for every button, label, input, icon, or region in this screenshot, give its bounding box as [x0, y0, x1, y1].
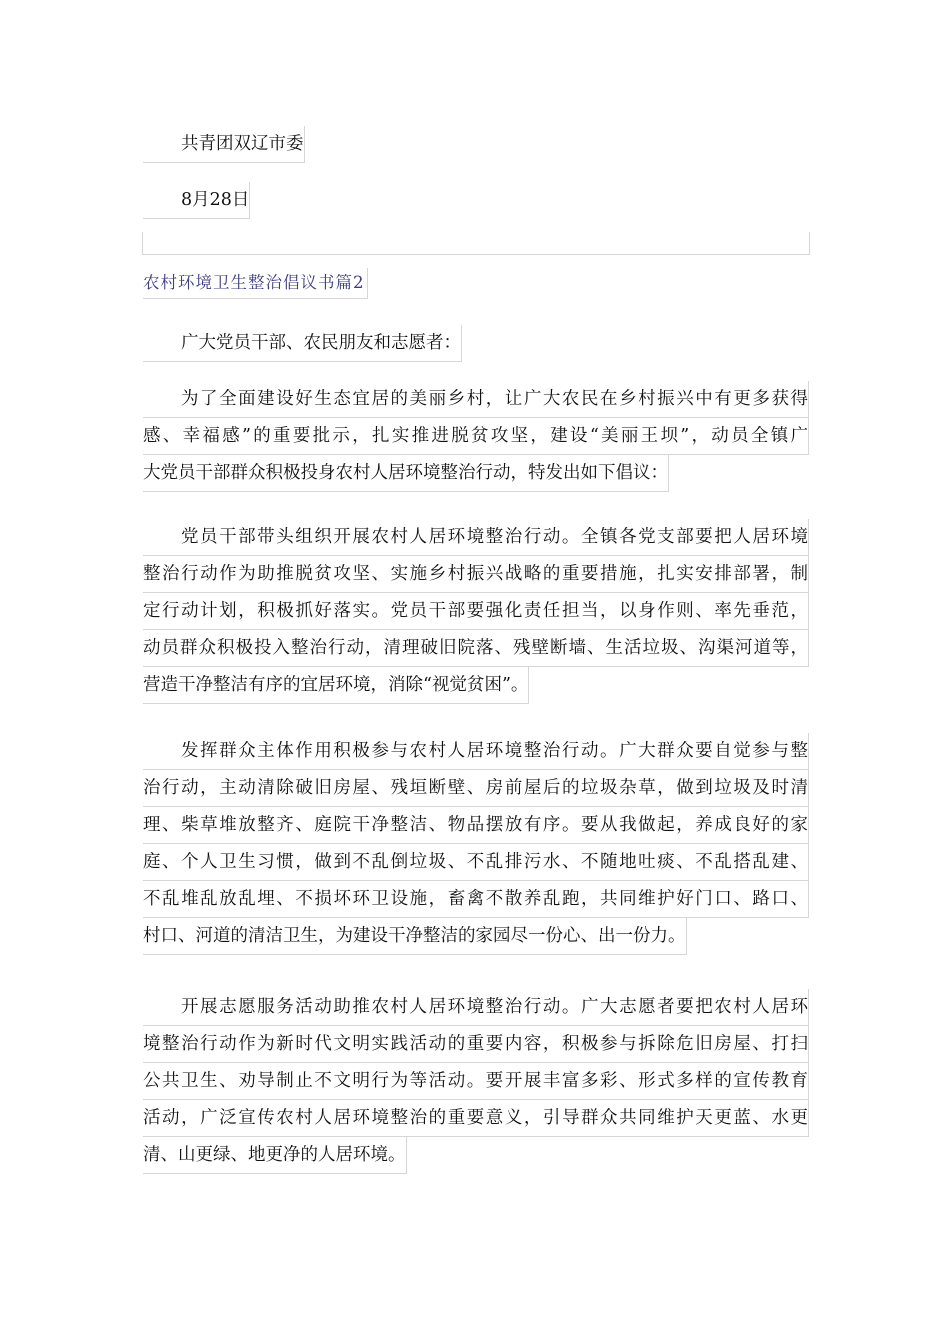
- signature-organization: 共青团双辽市委: [143, 126, 305, 163]
- section-divider: [142, 232, 810, 255]
- paragraph-line: 开展志愿服务活动助推农村人居环境整治行动。广大志愿者要把农村人居环: [143, 989, 809, 1026]
- paragraph-line: 庭、个人卫生习惯，做到不乱倒垃圾、不乱排污水、不随地吐痰、不乱搭乱建、: [143, 844, 809, 881]
- paragraph-2: [143, 519, 809, 704]
- salutation-block: [143, 325, 809, 362]
- paragraph-line: 感、幸福感”的重要批示，扎实推进脱贫攻坚，建设“美丽王坝”，动员全镇广: [143, 418, 809, 455]
- signature-date: 8月28日: [143, 182, 250, 219]
- paragraph-line: 境整治行动作为新时代文明实践活动的重要内容，积极参与拆除危旧房屋、打扫: [143, 1026, 809, 1063]
- paragraph-line: 党员干部带头组织开展农村人居环境整治行动。全镇各党支部要把人居环境: [143, 519, 809, 556]
- paragraph-4: [143, 989, 809, 1174]
- paragraph-3: [143, 733, 809, 955]
- paragraph-line: 村口、河道的清洁卫生，为建设干净整洁的家园尽一份心、出一份力。: [143, 918, 687, 955]
- paragraph-line: 定行动计划，积极抓好落实。党员干部要强化责任担当，以身作则、率先垂范，: [143, 593, 809, 630]
- paragraph-line: 活动，广泛宣传农村人居环境整治的重要意义，引导群众共同维护天更蓝、水更: [143, 1100, 809, 1137]
- paragraph-line: 动员群众积极投入整治行动，清理破旧院落、残壁断墙、生活垃圾、沟渠河道等，: [143, 630, 809, 667]
- paragraph-line: 公共卫生、劝导制止不文明行为等活动。要开展丰富多彩、形式多样的宣传教育: [143, 1063, 809, 1100]
- paragraph-line: 清、山更绿、地更净的人居环境。: [143, 1137, 407, 1174]
- paragraph-line: 发挥群众主体作用积极参与农村人居环境整治行动。广大群众要自觉参与整: [143, 733, 809, 770]
- paragraph-line: 治行动，主动清除破旧房屋、残垣断壁、房前屋后的垃圾杂草，做到垃圾及时清: [143, 770, 809, 807]
- signature-organization-block: [143, 126, 809, 163]
- paragraph-line: 不乱堆乱放乱埋、不损坏环卫设施，畜禽不散养乱跑，共同维护好门口、路口、: [143, 881, 809, 918]
- paragraph-line: 整治行动作为助推脱贫攻坚、实施乡村振兴战略的重要措施，扎实安排部署，制: [143, 556, 809, 593]
- signature-date-block: [143, 182, 809, 219]
- salutation: 广大党员干部、农民朋友和志愿者：: [143, 325, 462, 362]
- paragraph-1: [143, 381, 809, 492]
- paragraph-line: 大党员干部群众积极投身农村人居环境整治行动，特发出如下倡议：: [143, 455, 669, 492]
- paragraph-line: 为了全面建设好生态宜居的美丽乡村，让广大农民在乡村振兴中有更多获得: [143, 381, 809, 418]
- paragraph-line: 理、柴草堆放整齐、庭院干净整洁、物品摆放有序。要从我做起，养成良好的家: [143, 807, 809, 844]
- section-title: 农村环境卫生整治倡议书篇2: [143, 268, 368, 299]
- paragraph-line: 营造干净整洁有序的宜居环境，消除“视觉贫困”。: [143, 667, 529, 704]
